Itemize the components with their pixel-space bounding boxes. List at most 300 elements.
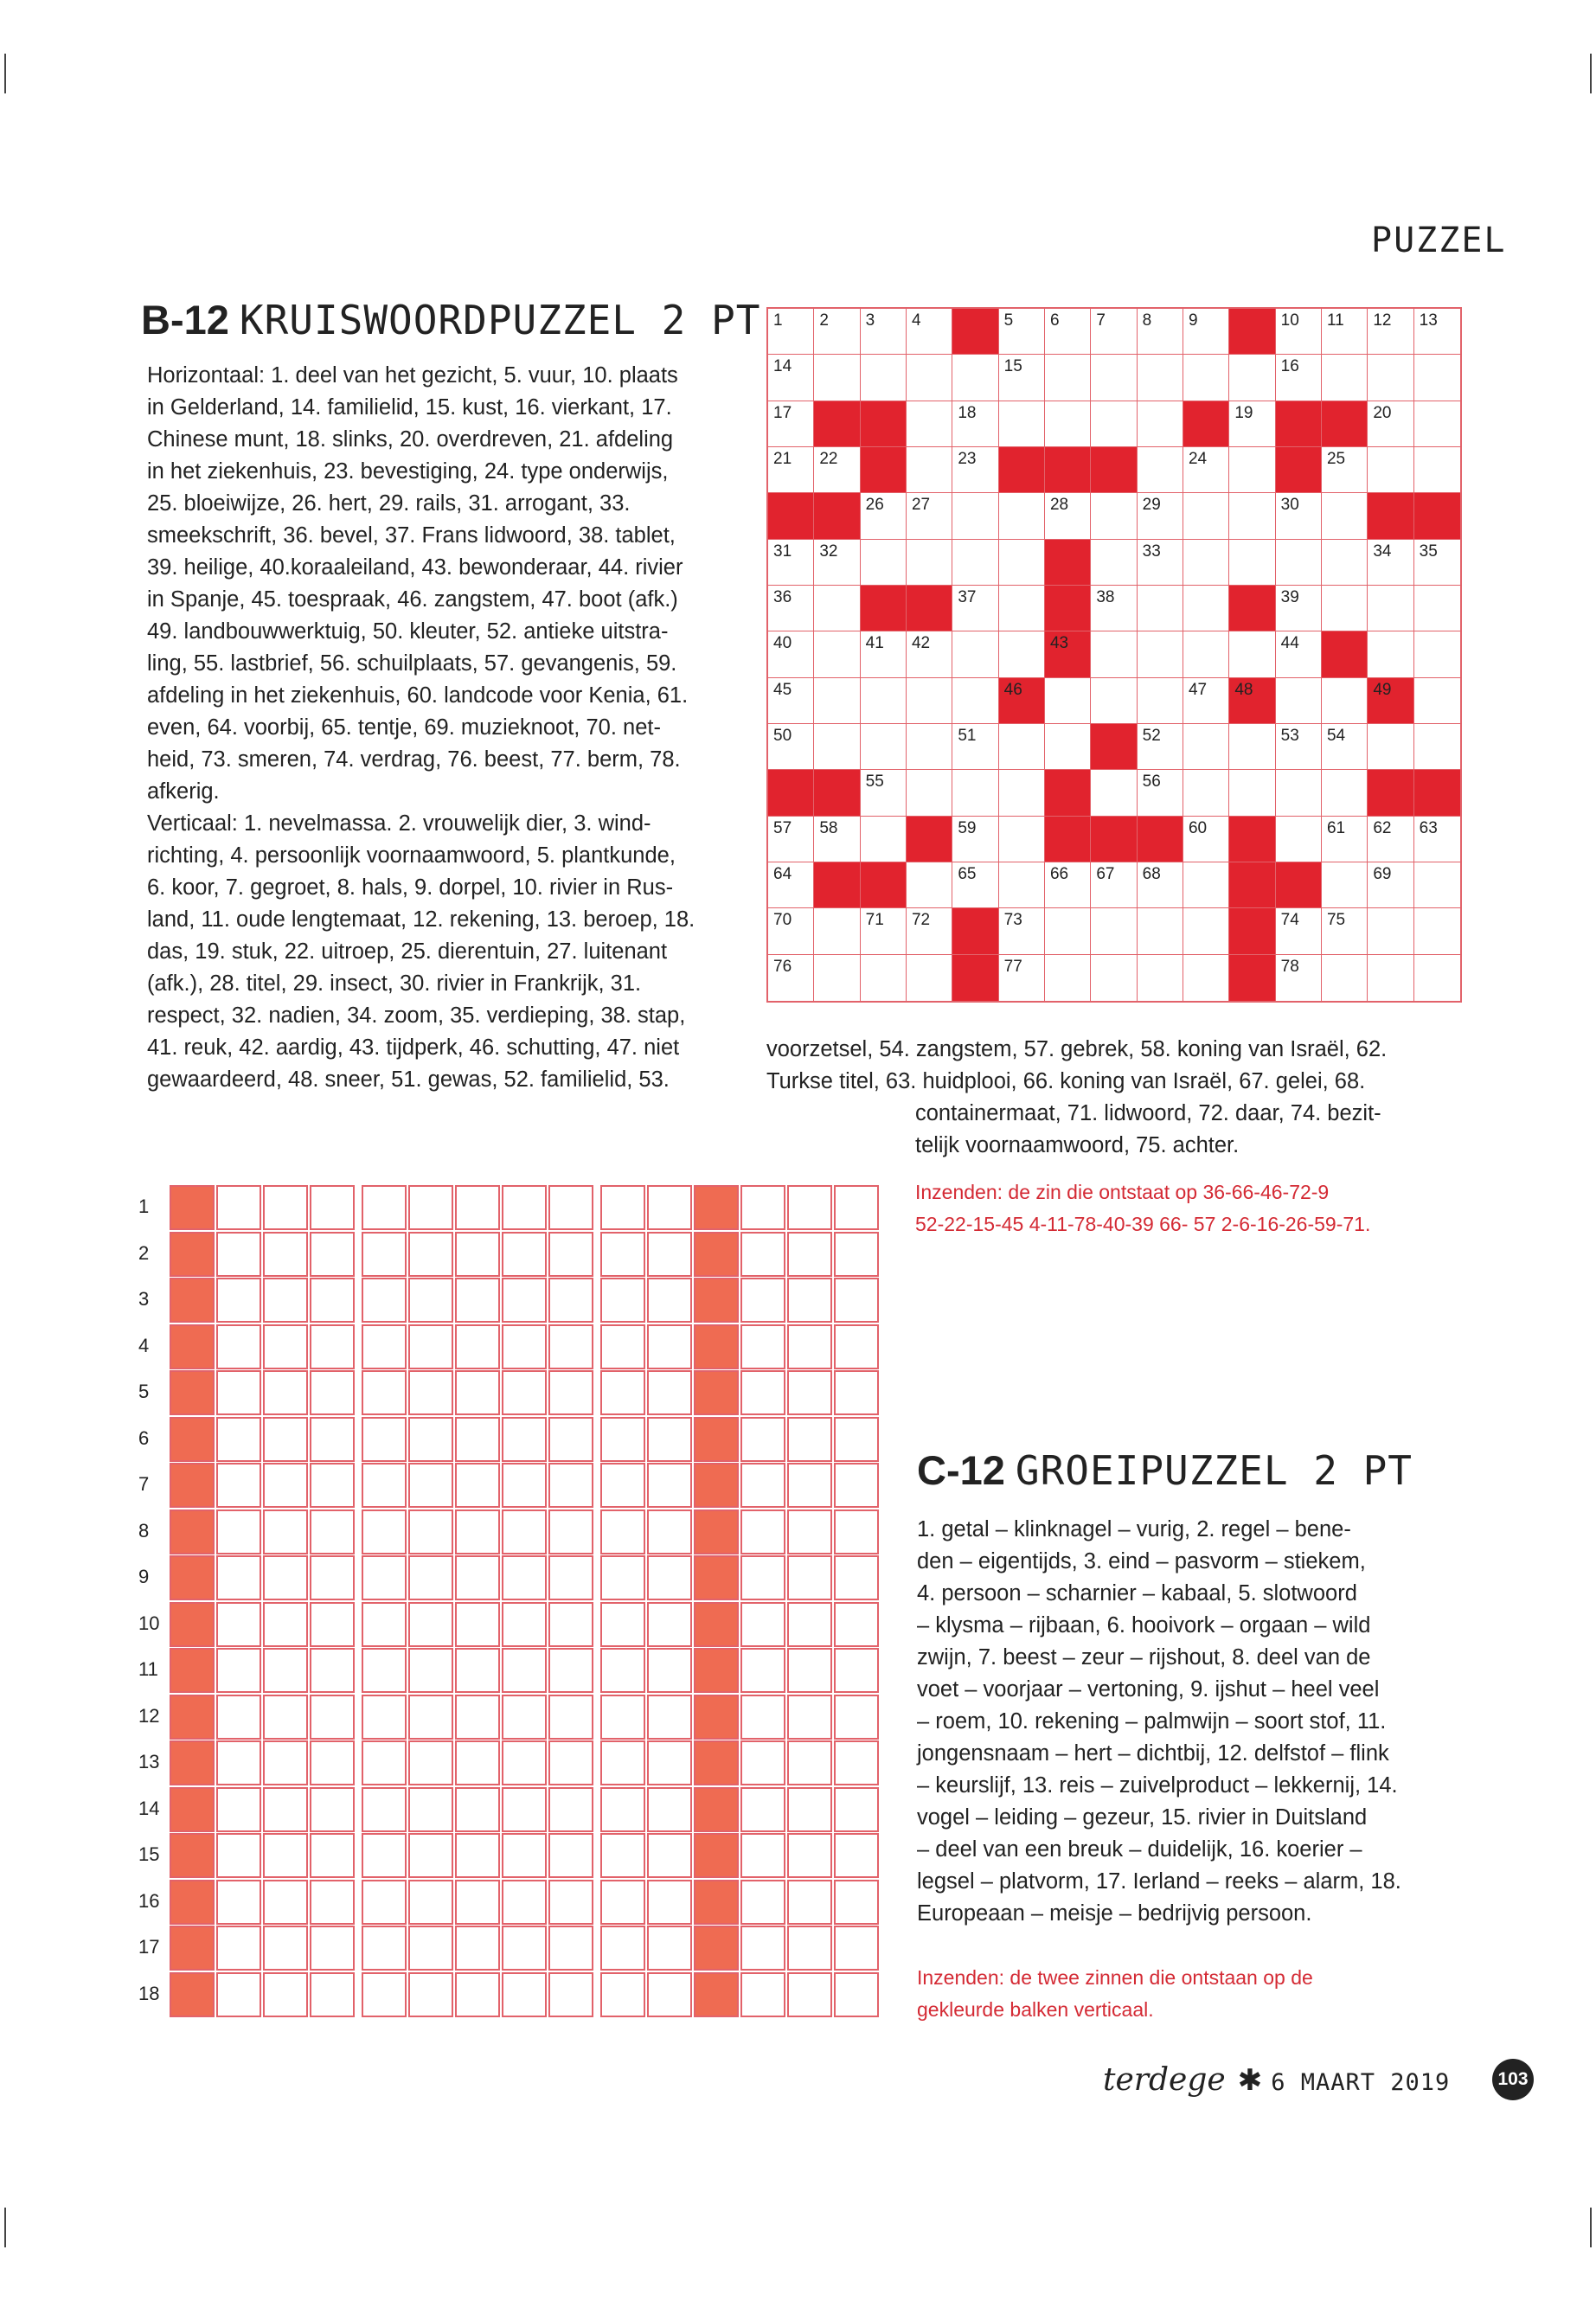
growth-cell[interactable] xyxy=(647,1787,692,1832)
growth-cell[interactable] xyxy=(408,1509,453,1554)
crossword-cell[interactable] xyxy=(907,540,952,586)
crossword-cell[interactable] xyxy=(814,631,860,677)
crossword-cell[interactable] xyxy=(1276,493,1322,539)
growth-cell[interactable] xyxy=(263,1972,308,2017)
crossword-cell[interactable] xyxy=(952,493,998,539)
growth-highlight-cell[interactable] xyxy=(694,1278,739,1323)
growth-cell[interactable] xyxy=(263,1509,308,1554)
growth-cell[interactable] xyxy=(600,1185,645,1230)
growth-highlight-cell[interactable] xyxy=(694,1740,739,1785)
crossword-cell[interactable] xyxy=(1183,908,1229,954)
growth-cell[interactable] xyxy=(310,1417,355,1462)
growth-cell[interactable] xyxy=(310,1278,355,1323)
growth-highlight-cell[interactable] xyxy=(170,1278,215,1323)
crossword-cell[interactable] xyxy=(814,908,860,954)
growth-cell[interactable] xyxy=(787,1555,832,1600)
growth-cell[interactable] xyxy=(600,1232,645,1277)
crossword-cell[interactable] xyxy=(1322,770,1368,816)
growth-cell[interactable] xyxy=(502,1232,547,1277)
crossword-cell[interactable] xyxy=(999,309,1045,355)
crossword-cell[interactable] xyxy=(1045,908,1091,954)
growth-cell[interactable] xyxy=(502,1740,547,1785)
growth-cell[interactable] xyxy=(548,1972,593,2017)
crossword-cell[interactable] xyxy=(907,678,952,724)
crossword-cell[interactable] xyxy=(861,540,907,586)
growth-cell[interactable] xyxy=(502,1463,547,1508)
growth-cell[interactable] xyxy=(408,1648,453,1693)
growth-cell[interactable] xyxy=(600,1833,645,1878)
crossword-cell[interactable] xyxy=(1276,908,1322,954)
growth-cell[interactable] xyxy=(263,1185,308,1230)
growth-cell[interactable] xyxy=(216,1509,261,1554)
crossword-cell[interactable] xyxy=(1368,355,1413,401)
growth-cell[interactable] xyxy=(787,1370,832,1415)
crossword-cell[interactable] xyxy=(1322,355,1368,401)
growth-cell[interactable] xyxy=(408,1833,453,1878)
growth-cell[interactable] xyxy=(600,1417,645,1462)
crossword-cell[interactable] xyxy=(814,540,860,586)
crossword-cell[interactable] xyxy=(1322,309,1368,355)
crossword-cell[interactable] xyxy=(1091,908,1137,954)
growth-cell[interactable] xyxy=(647,1648,692,1693)
growth-cell[interactable] xyxy=(310,1509,355,1554)
crossword-cell[interactable] xyxy=(907,631,952,677)
growth-cell[interactable] xyxy=(502,1695,547,1740)
crossword-cell[interactable] xyxy=(1322,955,1368,1001)
growth-cell[interactable] xyxy=(216,1602,261,1647)
growth-cell[interactable] xyxy=(362,1972,407,2017)
growth-cell[interactable] xyxy=(408,1417,453,1462)
crossword-cell[interactable] xyxy=(861,355,907,401)
growth-cell[interactable] xyxy=(310,1972,355,2017)
crossword-cell[interactable] xyxy=(952,586,998,631)
growth-cell[interactable] xyxy=(263,1602,308,1647)
growth-cell[interactable] xyxy=(408,1926,453,1971)
growth-cell[interactable] xyxy=(548,1787,593,1832)
growth-cell[interactable] xyxy=(740,1232,785,1277)
growth-highlight-cell[interactable] xyxy=(170,1880,215,1925)
growth-cell[interactable] xyxy=(362,1185,407,1230)
growth-cell[interactable] xyxy=(600,1926,645,1971)
crossword-cell[interactable] xyxy=(1138,540,1183,586)
growth-highlight-cell[interactable] xyxy=(170,1972,215,2017)
growth-cell[interactable] xyxy=(834,1695,879,1740)
crossword-cell[interactable] xyxy=(1368,908,1413,954)
growth-cell[interactable] xyxy=(263,1787,308,1832)
growth-cell[interactable] xyxy=(647,1926,692,1971)
growth-highlight-cell[interactable] xyxy=(170,1555,215,1600)
growth-cell[interactable] xyxy=(408,1555,453,1600)
growth-cell[interactable] xyxy=(408,1972,453,2017)
crossword-cell[interactable] xyxy=(952,355,998,401)
crossword-cell[interactable] xyxy=(1322,817,1368,862)
crossword-cell[interactable] xyxy=(861,770,907,816)
growth-cell[interactable] xyxy=(600,1648,645,1693)
growth-cell[interactable] xyxy=(216,1324,261,1369)
growth-highlight-cell[interactable] xyxy=(170,1509,215,1554)
crossword-cell[interactable] xyxy=(1229,355,1275,401)
crossword-cell[interactable] xyxy=(952,817,998,862)
growth-cell[interactable] xyxy=(263,1695,308,1740)
crossword-cell[interactable] xyxy=(1138,955,1183,1001)
growth-cell[interactable] xyxy=(502,1926,547,1971)
growth-cell[interactable] xyxy=(787,1509,832,1554)
crossword-cell[interactable] xyxy=(1183,586,1229,631)
growth-cell[interactable] xyxy=(455,1972,500,2017)
growth-cell[interactable] xyxy=(502,1278,547,1323)
crossword-cell[interactable] xyxy=(1322,862,1368,908)
growth-cell[interactable] xyxy=(834,1185,879,1230)
crossword-cell[interactable] xyxy=(999,955,1045,1001)
growth-cell[interactable] xyxy=(263,1880,308,1925)
crossword-cell[interactable] xyxy=(814,447,860,493)
growth-highlight-cell[interactable] xyxy=(694,1417,739,1462)
growth-cell[interactable] xyxy=(548,1740,593,1785)
crossword-cell[interactable] xyxy=(1276,955,1322,1001)
growth-cell[interactable] xyxy=(216,1417,261,1462)
crossword-cell[interactable] xyxy=(1138,401,1183,447)
growth-cell[interactable] xyxy=(362,1370,407,1415)
growth-cell[interactable] xyxy=(502,1555,547,1600)
crossword-cell[interactable] xyxy=(1276,770,1322,816)
growth-cell[interactable] xyxy=(787,1463,832,1508)
growth-cell[interactable] xyxy=(834,1740,879,1785)
growth-cell[interactable] xyxy=(263,1740,308,1785)
crossword-cell[interactable] xyxy=(814,586,860,631)
growth-highlight-cell[interactable] xyxy=(694,1324,739,1369)
growth-cell[interactable] xyxy=(600,1787,645,1832)
growth-cell[interactable] xyxy=(647,1278,692,1323)
growth-cell[interactable] xyxy=(263,1324,308,1369)
growth-cell[interactable] xyxy=(362,1509,407,1554)
growth-cell[interactable] xyxy=(502,1972,547,2017)
growth-cell[interactable] xyxy=(834,1833,879,1878)
growth-cell[interactable] xyxy=(216,1880,261,1925)
crossword-cell[interactable] xyxy=(1138,908,1183,954)
growth-cell[interactable] xyxy=(740,1509,785,1554)
growth-cell[interactable] xyxy=(408,1185,453,1230)
crossword-cell[interactable] xyxy=(907,770,952,816)
growth-cell[interactable] xyxy=(408,1787,453,1832)
growth-cell[interactable] xyxy=(455,1926,500,1971)
growth-cell[interactable] xyxy=(787,1417,832,1462)
growth-highlight-cell[interactable] xyxy=(170,1787,215,1832)
crossword-cell[interactable] xyxy=(999,817,1045,862)
crossword-cell[interactable] xyxy=(1414,908,1460,954)
crossword-cell[interactable] xyxy=(1414,817,1460,862)
crossword-cell[interactable] xyxy=(814,678,860,724)
growth-cell[interactable] xyxy=(834,1324,879,1369)
crossword-cell[interactable] xyxy=(768,309,814,355)
crossword-cell[interactable] xyxy=(1276,817,1322,862)
crossword-cell[interactable] xyxy=(952,862,998,908)
crossword-cell[interactable] xyxy=(907,447,952,493)
crossword-cell[interactable] xyxy=(1368,309,1413,355)
crossword-cell[interactable] xyxy=(1138,586,1183,631)
growth-cell[interactable] xyxy=(216,1185,261,1230)
growth-cell[interactable] xyxy=(455,1833,500,1878)
growth-cell[interactable] xyxy=(310,1463,355,1508)
growth-cell[interactable] xyxy=(455,1648,500,1693)
growth-highlight-cell[interactable] xyxy=(694,1555,739,1600)
crossword-cell[interactable] xyxy=(1322,493,1368,539)
growth-cell[interactable] xyxy=(740,1787,785,1832)
growth-cell[interactable] xyxy=(834,1555,879,1600)
crossword-cell[interactable] xyxy=(1091,355,1137,401)
growth-cell[interactable] xyxy=(600,1370,645,1415)
crossword-cell[interactable] xyxy=(999,631,1045,677)
growth-cell[interactable] xyxy=(548,1463,593,1508)
growth-highlight-cell[interactable] xyxy=(694,1370,739,1415)
growth-cell[interactable] xyxy=(216,1370,261,1415)
growth-highlight-cell[interactable] xyxy=(170,1232,215,1277)
crossword-cell[interactable] xyxy=(952,401,998,447)
crossword-cell[interactable] xyxy=(1229,401,1275,447)
crossword-cell[interactable] xyxy=(1045,355,1091,401)
growth-cell[interactable] xyxy=(548,1509,593,1554)
growth-cell[interactable] xyxy=(740,1695,785,1740)
growth-cell[interactable] xyxy=(787,1185,832,1230)
growth-highlight-cell[interactable] xyxy=(170,1185,215,1230)
growth-cell[interactable] xyxy=(740,1370,785,1415)
growth-cell[interactable] xyxy=(548,1185,593,1230)
crossword-cell[interactable] xyxy=(768,678,814,724)
growth-cell[interactable] xyxy=(787,1232,832,1277)
crossword-cell[interactable] xyxy=(814,955,860,1001)
growth-cell[interactable] xyxy=(502,1833,547,1878)
growth-cell[interactable] xyxy=(548,1880,593,1925)
growth-highlight-cell[interactable] xyxy=(170,1602,215,1647)
growth-highlight-cell[interactable] xyxy=(694,1648,739,1693)
crossword-cell[interactable] xyxy=(1183,493,1229,539)
growth-cell[interactable] xyxy=(408,1695,453,1740)
crossword-cell[interactable] xyxy=(1414,447,1460,493)
growth-cell[interactable] xyxy=(362,1555,407,1600)
crossword-cell[interactable] xyxy=(1414,540,1460,586)
growth-cell[interactable] xyxy=(310,1232,355,1277)
growth-cell[interactable] xyxy=(216,1972,261,2017)
crossword-cell[interactable] xyxy=(1091,540,1137,586)
growth-highlight-cell[interactable] xyxy=(694,1926,739,1971)
growth-cell[interactable] xyxy=(455,1417,500,1462)
growth-cell[interactable] xyxy=(216,1648,261,1693)
growth-cell[interactable] xyxy=(263,1278,308,1323)
growth-cell[interactable] xyxy=(740,1972,785,2017)
growth-cell[interactable] xyxy=(263,1417,308,1462)
growth-cell[interactable] xyxy=(310,1555,355,1600)
growth-highlight-cell[interactable] xyxy=(694,1509,739,1554)
crossword-cell[interactable] xyxy=(1322,678,1368,724)
growth-cell[interactable] xyxy=(310,1370,355,1415)
crossword-cell[interactable] xyxy=(1091,586,1137,631)
growth-cell[interactable] xyxy=(310,1185,355,1230)
growth-highlight-cell[interactable] xyxy=(694,1695,739,1740)
growth-cell[interactable] xyxy=(216,1463,261,1508)
crossword-cell[interactable] xyxy=(1322,447,1368,493)
growth-cell[interactable] xyxy=(263,1555,308,1600)
crossword-cell[interactable] xyxy=(1322,586,1368,631)
growth-cell[interactable] xyxy=(600,1555,645,1600)
crossword-cell[interactable] xyxy=(768,355,814,401)
growth-highlight-cell[interactable] xyxy=(170,1370,215,1415)
crossword-cell[interactable] xyxy=(907,955,952,1001)
growth-highlight-cell[interactable] xyxy=(170,1463,215,1508)
growth-cell[interactable] xyxy=(310,1324,355,1369)
crossword-cell[interactable] xyxy=(768,586,814,631)
growth-highlight-cell[interactable] xyxy=(694,1185,739,1230)
crossword-cell[interactable] xyxy=(1276,586,1322,631)
growth-cell[interactable] xyxy=(740,1880,785,1925)
growth-cell[interactable] xyxy=(263,1370,308,1415)
growth-cell[interactable] xyxy=(548,1232,593,1277)
growth-cell[interactable] xyxy=(362,1833,407,1878)
growth-highlight-cell[interactable] xyxy=(694,1833,739,1878)
growth-cell[interactable] xyxy=(548,1555,593,1600)
growth-cell[interactable] xyxy=(455,1602,500,1647)
growth-cell[interactable] xyxy=(548,1926,593,1971)
crossword-cell[interactable] xyxy=(1138,447,1183,493)
crossword-cell[interactable] xyxy=(1045,401,1091,447)
crossword-cell[interactable] xyxy=(1368,401,1413,447)
crossword-cell[interactable] xyxy=(1138,724,1183,770)
growth-highlight-cell[interactable] xyxy=(694,1880,739,1925)
crossword-cell[interactable] xyxy=(907,908,952,954)
crossword-cell[interactable] xyxy=(1183,862,1229,908)
crossword-cell[interactable] xyxy=(1276,540,1322,586)
growth-cell[interactable] xyxy=(216,1926,261,1971)
crossword-cell[interactable] xyxy=(861,493,907,539)
growth-cell[interactable] xyxy=(408,1880,453,1925)
growth-cell[interactable] xyxy=(548,1648,593,1693)
growth-cell[interactable] xyxy=(647,1370,692,1415)
crossword-cell[interactable] xyxy=(1138,631,1183,677)
growth-highlight-cell[interactable] xyxy=(170,1324,215,1369)
crossword-cell[interactable] xyxy=(1322,540,1368,586)
crossword-cell[interactable] xyxy=(768,401,814,447)
crossword-cell[interactable] xyxy=(1091,401,1137,447)
crossword-cell[interactable] xyxy=(1368,447,1413,493)
crossword-cell[interactable] xyxy=(1183,540,1229,586)
growth-cell[interactable] xyxy=(310,1740,355,1785)
growth-cell[interactable] xyxy=(740,1278,785,1323)
crossword-cell[interactable] xyxy=(768,817,814,862)
growth-highlight-cell[interactable] xyxy=(170,1648,215,1693)
crossword-cell[interactable] xyxy=(1045,955,1091,1001)
growth-cell[interactable] xyxy=(787,1972,832,2017)
growth-cell[interactable] xyxy=(787,1787,832,1832)
crossword-cell[interactable] xyxy=(999,540,1045,586)
growth-cell[interactable] xyxy=(502,1602,547,1647)
growth-cell[interactable] xyxy=(787,1648,832,1693)
growth-cell[interactable] xyxy=(502,1370,547,1415)
growth-cell[interactable] xyxy=(600,1695,645,1740)
crossword-cell[interactable] xyxy=(1138,309,1183,355)
growth-cell[interactable] xyxy=(834,1972,879,2017)
growth-cell[interactable] xyxy=(600,1972,645,2017)
crossword-cell[interactable] xyxy=(1091,631,1137,677)
growth-cell[interactable] xyxy=(310,1880,355,1925)
crossword-cell[interactable] xyxy=(1183,770,1229,816)
crossword-cell[interactable] xyxy=(814,309,860,355)
growth-cell[interactable] xyxy=(455,1509,500,1554)
growth-highlight-cell[interactable] xyxy=(694,1463,739,1508)
crossword-cell[interactable] xyxy=(1368,586,1413,631)
growth-cell[interactable] xyxy=(362,1278,407,1323)
growth-cell[interactable] xyxy=(600,1509,645,1554)
growth-cell[interactable] xyxy=(740,1463,785,1508)
growth-cell[interactable] xyxy=(600,1880,645,1925)
crossword-cell[interactable] xyxy=(1183,817,1229,862)
crossword-cell[interactable] xyxy=(1183,631,1229,677)
crossword-cell[interactable] xyxy=(1414,355,1460,401)
growth-cell[interactable] xyxy=(647,1509,692,1554)
growth-highlight-cell[interactable] xyxy=(694,1602,739,1647)
crossword-cell[interactable] xyxy=(907,355,952,401)
crossword-cell[interactable] xyxy=(1229,770,1275,816)
crossword-cell[interactable] xyxy=(768,540,814,586)
growth-cell[interactable] xyxy=(455,1787,500,1832)
crossword-cell[interactable] xyxy=(1091,862,1137,908)
growth-cell[interactable] xyxy=(502,1509,547,1554)
growth-cell[interactable] xyxy=(216,1555,261,1600)
growth-cell[interactable] xyxy=(834,1463,879,1508)
growth-cell[interactable] xyxy=(502,1185,547,1230)
growth-cell[interactable] xyxy=(647,1232,692,1277)
growth-cell[interactable] xyxy=(362,1463,407,1508)
growth-cell[interactable] xyxy=(263,1463,308,1508)
crossword-cell[interactable] xyxy=(1276,355,1322,401)
crossword-cell[interactable] xyxy=(1229,540,1275,586)
crossword-cell[interactable] xyxy=(907,724,952,770)
crossword-cell[interactable] xyxy=(861,309,907,355)
growth-cell[interactable] xyxy=(548,1370,593,1415)
growth-cell[interactable] xyxy=(362,1787,407,1832)
growth-cell[interactable] xyxy=(834,1232,879,1277)
crossword-cell[interactable] xyxy=(999,724,1045,770)
growth-cell[interactable] xyxy=(263,1926,308,1971)
crossword-cell[interactable] xyxy=(1138,355,1183,401)
growth-cell[interactable] xyxy=(502,1324,547,1369)
growth-cell[interactable] xyxy=(455,1232,500,1277)
growth-cell[interactable] xyxy=(408,1463,453,1508)
crossword-cell[interactable] xyxy=(768,908,814,954)
growth-cell[interactable] xyxy=(600,1324,645,1369)
crossword-cell[interactable] xyxy=(814,724,860,770)
crossword-cell[interactable] xyxy=(1138,678,1183,724)
growth-cell[interactable] xyxy=(834,1370,879,1415)
growth-cell[interactable] xyxy=(362,1324,407,1369)
crossword-cell[interactable] xyxy=(1091,493,1137,539)
growth-cell[interactable] xyxy=(408,1232,453,1277)
growth-cell[interactable] xyxy=(362,1880,407,1925)
growth-cell[interactable] xyxy=(787,1833,832,1878)
crossword-cell[interactable] xyxy=(1414,678,1460,724)
growth-cell[interactable] xyxy=(455,1370,500,1415)
crossword-cell[interactable] xyxy=(768,862,814,908)
growth-cell[interactable] xyxy=(362,1926,407,1971)
crossword-cell[interactable] xyxy=(952,631,998,677)
crossword-cell[interactable] xyxy=(1229,493,1275,539)
growth-cell[interactable] xyxy=(647,1880,692,1925)
crossword-cell[interactable] xyxy=(999,862,1045,908)
growth-cell[interactable] xyxy=(647,1833,692,1878)
crossword-cell[interactable] xyxy=(1183,678,1229,724)
growth-cell[interactable] xyxy=(310,1602,355,1647)
crossword-cell[interactable] xyxy=(952,678,998,724)
growth-cell[interactable] xyxy=(647,1417,692,1462)
crossword-cell[interactable] xyxy=(1183,955,1229,1001)
growth-cell[interactable] xyxy=(834,1787,879,1832)
